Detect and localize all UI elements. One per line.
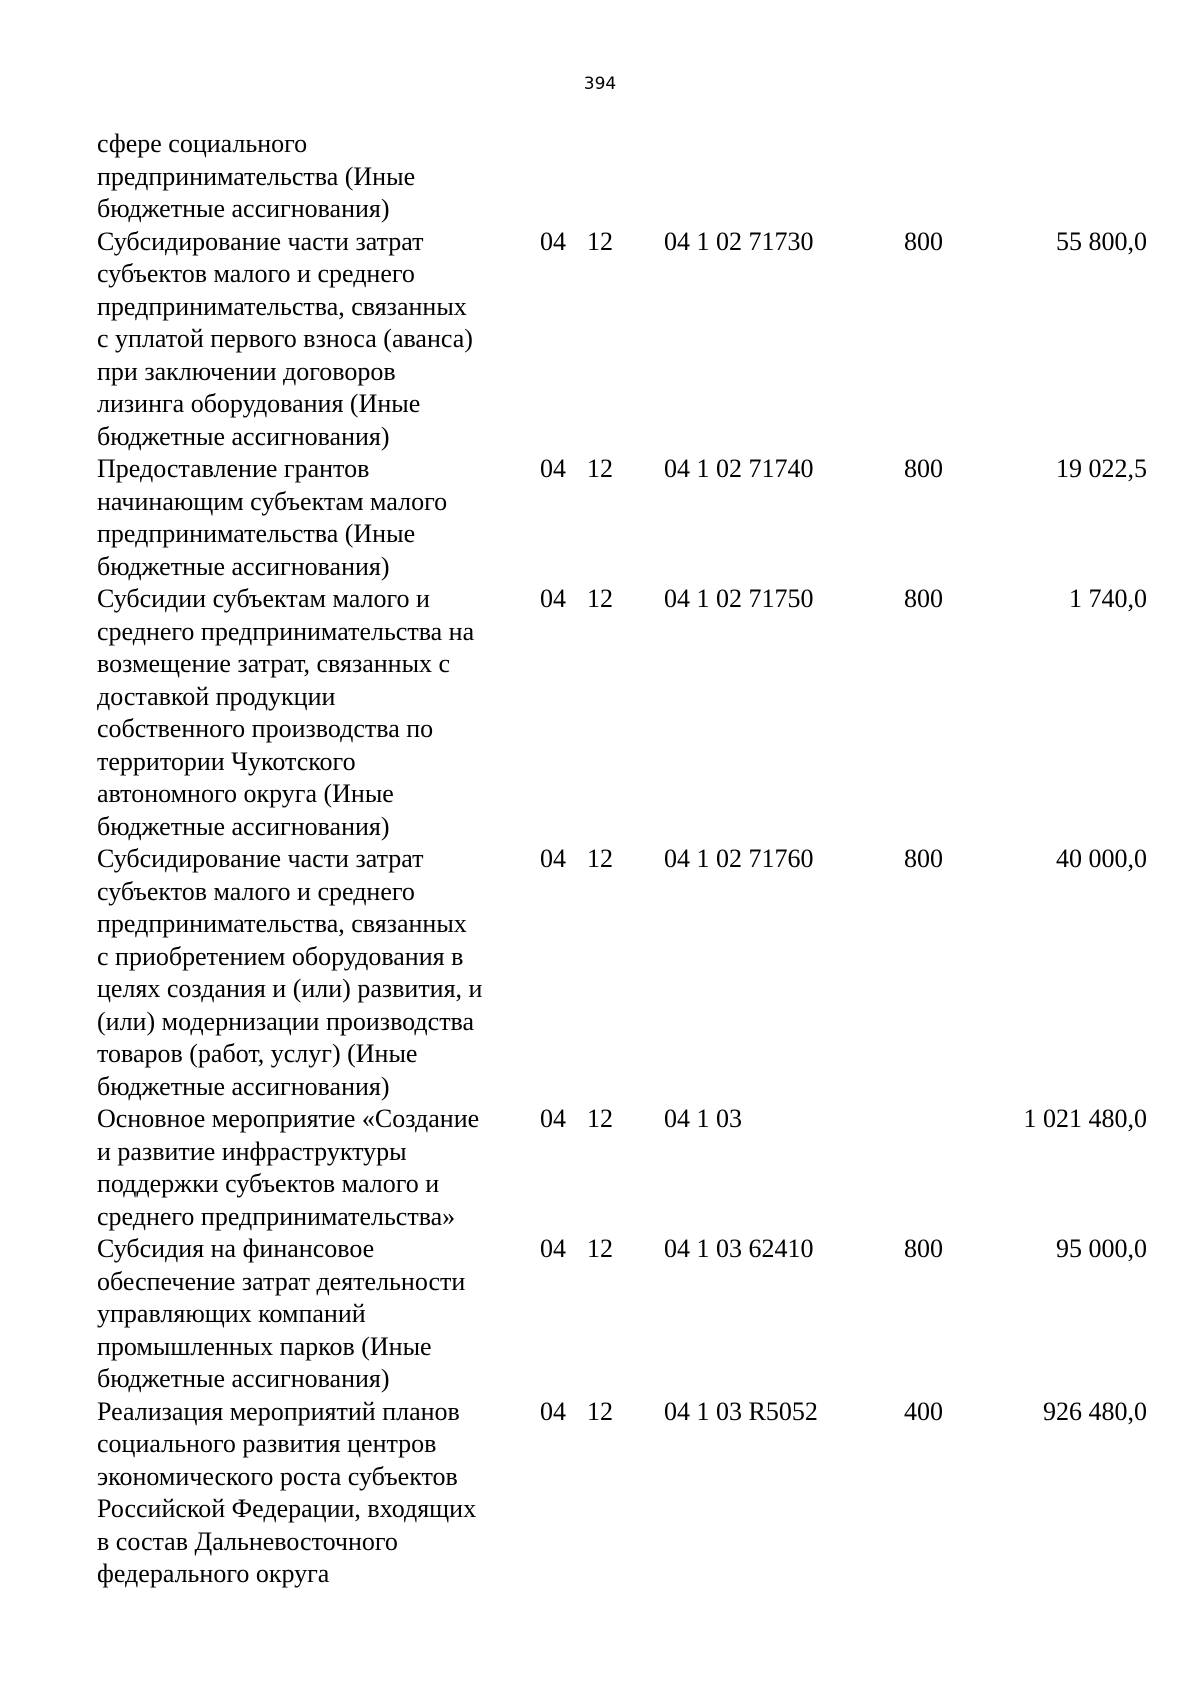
budget-table — [97, 128, 1147, 1591]
row-subsection: 12 — [587, 584, 613, 613]
table-row — [97, 843, 1147, 1103]
row-name — [97, 1396, 517, 1591]
row-section: 04 — [540, 1104, 566, 1133]
row-subsection: 12 — [587, 844, 613, 873]
row-name-line: бюджетные ассигнования) — [97, 1071, 390, 1101]
row-name-line: товаров (работ, услуг) (Иные — [97, 1039, 418, 1068]
row-name — [97, 583, 517, 843]
table-row — [97, 128, 1147, 226]
row-section: 04 — [540, 454, 566, 483]
row-amount: 55 800,0 — [1056, 226, 1147, 256]
row-name-line: территории Чукотского — [97, 746, 356, 776]
row-name-line: федерального округа — [97, 1559, 330, 1588]
row-section: 04 — [540, 226, 566, 256]
row-name-line: Российской Федерации, входящих — [97, 1494, 477, 1523]
row-name-line: Субсидирование части затрат — [97, 844, 424, 873]
row-subsection: 12 — [587, 1104, 613, 1133]
row-name-line: предпринимательства (Иные — [97, 519, 416, 548]
row-name-line: начинающим субъектам малого — [97, 486, 448, 516]
row-name-line: с уплатой первого взноса (аванса) — [97, 324, 473, 353]
table-row — [97, 583, 1147, 843]
row-target-article: 04 1 02 71760 — [664, 844, 814, 873]
table-row — [97, 1233, 1147, 1396]
row-name-line: автономного округа (Иные — [97, 779, 394, 808]
row-name-line: бюджетные ассигнования) — [97, 194, 390, 223]
row-amount: 95 000,0 — [1056, 1234, 1147, 1263]
row-name-line: субъектов малого и среднего — [97, 259, 415, 288]
row-name-line: Субсидии субъектам малого и — [97, 584, 430, 613]
row-name-line: субъектов малого и среднего — [97, 876, 415, 906]
row-name-line: сфере социального — [97, 129, 308, 158]
row-subsection: 12 — [587, 454, 613, 483]
row-section: 04 — [540, 844, 566, 873]
row-name-line: предпринимательства, связанных — [97, 909, 467, 938]
row-name-line: бюджетные ассигнования) — [97, 1364, 390, 1393]
row-subsection: 12 — [587, 226, 613, 256]
row-name-line: экономического роста субъектов — [97, 1461, 458, 1491]
row-name-line: обеспечение затрат деятельности — [97, 1266, 466, 1296]
row-name-line: собственного производства по — [97, 714, 434, 743]
row-name-line: Субсидия на финансовое — [97, 1234, 375, 1263]
row-amount: 1 740,0 — [1069, 584, 1147, 613]
row-name-line: социального развития центров — [97, 1429, 437, 1458]
row-name-line: целях создания и (или) развития, и — [97, 974, 483, 1003]
row-name-line: при заключении договоров — [97, 356, 396, 386]
row-name-line: Реализация мероприятий планов — [97, 1396, 460, 1426]
row-name-line: лизинга оборудования (Иные — [97, 389, 421, 418]
row-target-article: 04 1 03 R5052 — [664, 1396, 818, 1426]
row-subsection: 12 — [587, 1234, 613, 1263]
row-expense-type: 800 — [904, 1234, 943, 1263]
row-name-line: управляющих компаний — [97, 1299, 366, 1328]
row-expense-type: 800 — [904, 844, 943, 873]
row-target-article: 04 1 02 71750 — [664, 584, 814, 613]
table-row — [97, 453, 1147, 583]
table-row — [97, 1396, 1147, 1591]
table-row — [97, 1103, 1147, 1233]
row-name-line: бюджетные ассигнования) — [97, 551, 390, 581]
row-target-article: 04 1 02 71740 — [664, 454, 814, 483]
page-number: 394 — [583, 74, 617, 94]
row-name-line: возмещение затрат, связанных с — [97, 649, 451, 678]
row-name-line: и развитие инфраструктуры — [97, 1136, 407, 1166]
row-name-line: предпринимательства, связанных — [97, 291, 467, 321]
row-name-line: среднего предпринимательства на — [97, 616, 475, 646]
row-name — [97, 226, 517, 454]
row-expense-type: 800 — [904, 454, 943, 483]
row-name — [97, 453, 517, 583]
row-name-line: предпринимательства (Иные — [97, 161, 416, 191]
row-section: 04 — [540, 1234, 566, 1263]
row-expense-type: 400 — [904, 1396, 943, 1426]
row-amount: 1 021 480,0 — [1023, 1104, 1147, 1133]
row-name-line: бюджетные ассигнования) — [97, 811, 390, 841]
row-name-line: среднего предпринимательства» — [97, 1201, 456, 1231]
row-name — [97, 1103, 517, 1233]
row-name — [97, 128, 517, 226]
row-name-line: с приобретением оборудования в — [97, 941, 464, 971]
row-target-article: 04 1 03 62410 — [664, 1234, 814, 1263]
row-amount: 40 000,0 — [1056, 844, 1147, 873]
row-expense-type: 800 — [904, 226, 943, 256]
row-name-line: Предоставление грантов — [97, 454, 370, 483]
row-target-article: 04 1 03 — [664, 1104, 742, 1133]
row-name-line: Субсидирование части затрат — [97, 226, 424, 256]
row-name-line: Основное мероприятие «Создание — [97, 1104, 480, 1133]
row-name — [97, 843, 517, 1103]
table-row — [97, 226, 1147, 454]
row-name — [97, 1233, 517, 1396]
row-target-article: 04 1 02 71730 — [664, 226, 814, 256]
row-name-line: промышленных парков (Иные — [97, 1331, 432, 1361]
row-amount: 19 022,5 — [1056, 454, 1147, 483]
row-amount: 926 480,0 — [1043, 1396, 1147, 1426]
row-subsection: 12 — [587, 1396, 613, 1426]
row-expense-type: 800 — [904, 584, 943, 613]
row-name-line: доставкой продукции — [97, 681, 336, 711]
row-name-line: (или) модернизации производства — [97, 1006, 475, 1036]
row-name-line: поддержки субъектов малого и — [97, 1169, 440, 1198]
row-name-line: бюджетные ассигнования) — [97, 421, 390, 451]
row-name-line: в состав Дальневосточного — [97, 1526, 398, 1556]
row-section: 04 — [540, 1396, 566, 1426]
row-section: 04 — [540, 584, 566, 613]
